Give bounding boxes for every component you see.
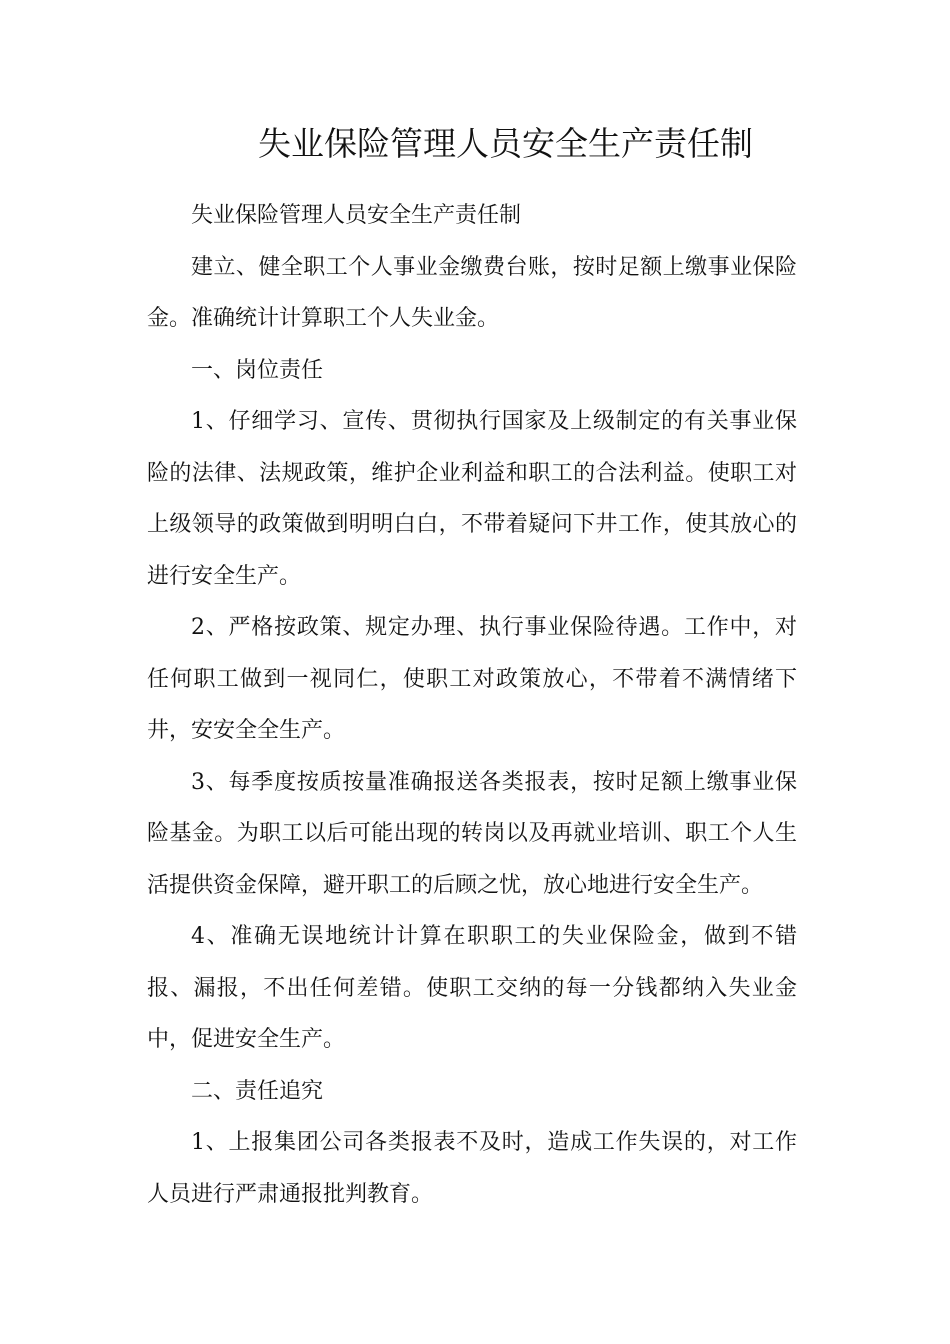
paragraph-duty-2: 2、严格按政策、规定办理、执行事业保险待遇。工作中，对任何职工做到一视同仁，使职工对政策放心，不带着不满情绪下井，安安全全生产。 xyxy=(147,615,797,743)
document-title: 失业保险管理人员安全生产责任制 xyxy=(258,124,753,163)
paragraph-duty-3: 3、每季度按质按量准确报送各类报表，按时足额上缴事业保险基金。为职工以后可能出现的转岗以及再就业培训、职工个人生活提供资金保障，避开职工的后顾之忧，放心地进行安全生产。 xyxy=(147,769,797,898)
paragraph-duty-4: 4、准确无误地统计计算在职职工的失业保险金，做到不错报、漏报，不出任何差错。使职工交纳的每一分钱都纳入失业金中，促进安全生产。 xyxy=(147,924,797,1052)
paragraph-intro: 建立、健全职工个人事业金缴费台账，按时足额上缴事业保险金。准确统计计算职工个人失业金。 xyxy=(147,254,797,331)
paragraph-subtitle: 失业保险管理人员安全生产责任制 xyxy=(191,203,522,228)
section-heading-duties: 一、岗位责任 xyxy=(191,357,324,383)
section-heading-accountability: 二、责任追究 xyxy=(191,1078,324,1104)
document-body xyxy=(147,190,797,1220)
paragraph-accountability-1: 1、上报集团公司各类报表不及时，造成工作失误的，对工作人员进行严肃通报批判教育。 xyxy=(147,1130,797,1207)
paragraph-duty-1: 1、仔细学习、宣传、贯彻执行国家及上级制定的有关事业保险的法律、法规政策，维护企业利益和职工的合法利益。使职工对上级领导的政策做到明明白白，不带着疑问下井工作，使其放心的进行安全生产。 xyxy=(147,409,797,589)
